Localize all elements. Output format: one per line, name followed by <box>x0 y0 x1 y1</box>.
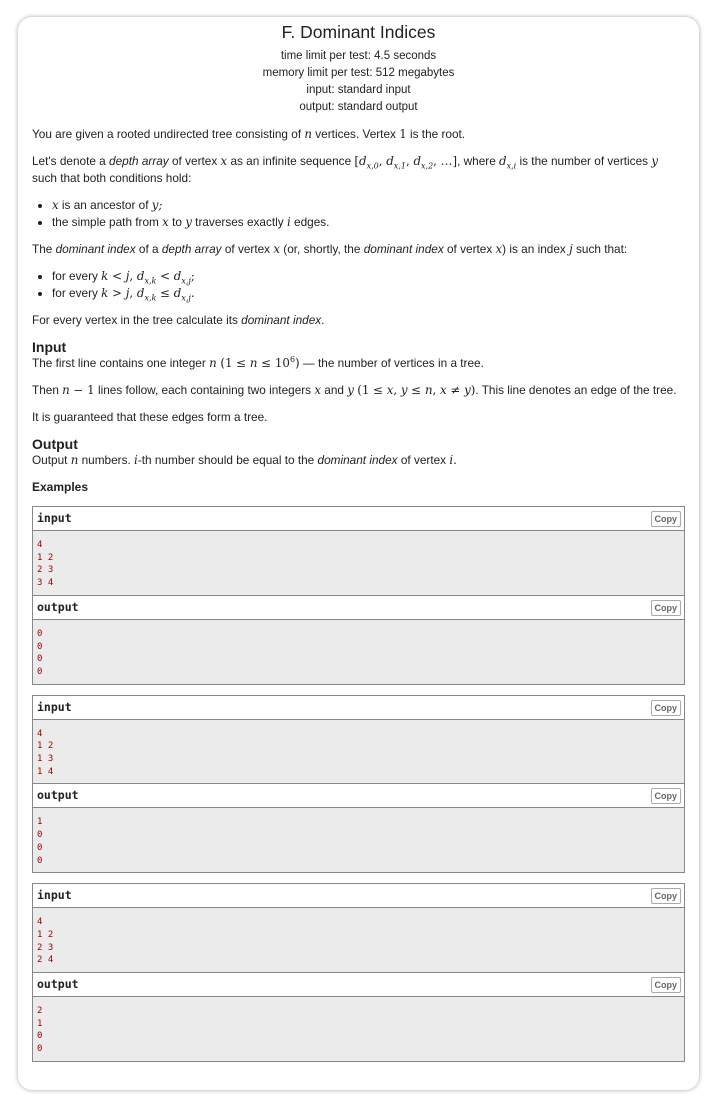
copy-button[interactable]: Copy <box>651 788 682 804</box>
input-header: input Copy <box>33 884 684 908</box>
example-test <box>32 883 685 1062</box>
problem-card <box>18 17 699 1090</box>
output-paragraph: Output n numbers. i-th number should be equal to the dominant index of vertex i. <box>32 453 457 467</box>
input-data: 4 1 2 2 3 3 4 <box>33 531 684 595</box>
input-paragraph: It is guaranteed that these edges form a tree. <box>32 410 268 424</box>
input-data: 4 1 2 1 3 1 4 <box>33 720 684 784</box>
copy-button[interactable]: Copy <box>651 700 682 716</box>
output-file: output: standard output <box>299 101 418 113</box>
statement-paragraph: For every vertex in the tree calculate its dominant index. <box>32 313 325 327</box>
output-section-title: Output <box>32 436 78 452</box>
copy-button[interactable]: Copy <box>651 511 682 527</box>
list-item: • for every k > j, $d_{x,k} \le d_{x,j}$. <box>52 285 685 302</box>
output-data: 2 1 0 0 <box>33 997 684 1061</box>
example-test <box>32 506 685 685</box>
problem-title: F. Dominant Indices <box>281 22 436 42</box>
dominant-conditions-list <box>32 268 685 302</box>
problem-header <box>32 21 685 116</box>
list-item: • the simple path from x to y traverses exactly i edges. <box>52 214 685 231</box>
input-data: 4 1 2 2 3 2 4 <box>33 908 684 972</box>
output-header: output Copy <box>33 595 684 620</box>
output-data: 1 0 0 0 <box>33 808 684 872</box>
list-item: • x is an ancestor of y; <box>52 197 685 214</box>
input-header: input Copy <box>33 507 684 531</box>
copy-button[interactable]: Copy <box>651 600 682 616</box>
copy-button[interactable]: Copy <box>651 977 682 993</box>
input-paragraph: Then n − 1 lines follow, each containing two integers x and y (1 ≤ x, y ≤ n, x ≠ y). This line denotes an edge of the tree. <box>32 383 677 397</box>
conditions-list <box>32 197 685 231</box>
depth-array-formula: [$d_{x,0}$, $d_{x,1}$, $d_{x,2}$, …] <box>354 154 458 171</box>
copy-button[interactable]: Copy <box>651 888 682 904</box>
list-item: • for every k < j, $d_{x,k} < d_{x,j}$; <box>52 268 685 285</box>
input-paragraph: The first line contains one integer n $(1 \le n \le 10^6)$ — the number of vertices in a tree. <box>32 355 484 370</box>
time-limit: time limit per test: 4.5 seconds <box>280 50 437 62</box>
statement-paragraph: You are given a rooted undirected tree consisting of n vertices. Vertex 1 is the root. <box>32 127 466 141</box>
statement-paragraph: The dominant index of a depth array of vertex x (or, shortly, the dominant index of vertex x) is an index j such that: <box>32 242 628 256</box>
input-header: input Copy <box>33 696 684 720</box>
memory-limit: memory limit per test: 512 megabytes <box>262 67 455 79</box>
example-test <box>32 695 685 874</box>
output-header: output Copy <box>33 783 684 808</box>
problem-statement <box>32 126 685 1062</box>
input-file: input: standard input <box>306 84 411 96</box>
examples-title: Examples <box>32 480 89 494</box>
input-section-title: Input <box>32 339 67 355</box>
statement-paragraph: Let's denote a depth array of vertex x as an infinite sequence [$d_{x,0}$, $d_{x,1}$, $d_{x,2}$, …], where $d_{x,i}$ is the number of vertices y such that both conditions hold: <box>32 154 658 185</box>
output-header: output Copy <box>33 972 684 997</box>
output-data: 0 0 0 0 <box>33 620 684 684</box>
